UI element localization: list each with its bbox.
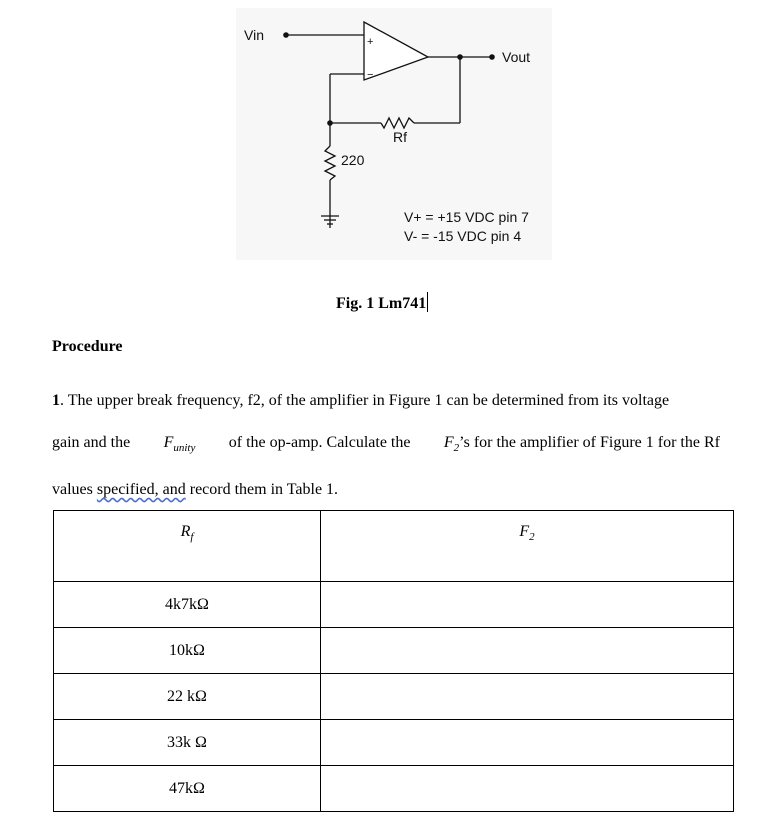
line2-part-a: gain and the: [52, 434, 131, 451]
minus-sign: −: [367, 69, 374, 81]
header-f2: $F_2$: [321, 511, 734, 582]
paragraph-line-2: [52, 422, 720, 469]
rf-cell[interactable]: 33k Ω: [54, 720, 321, 766]
grammar-underline: specified, and: [96, 481, 186, 498]
paragraph-line-3: values specified, and record them in Table 1.: [52, 481, 339, 498]
circuit-figure: [236, 8, 552, 260]
output-node-dot: [457, 54, 463, 60]
op-amp-schematic: [236, 8, 552, 260]
r220-resistor: [325, 146, 335, 180]
rf-cell[interactable]: 22 kΩ: [54, 674, 321, 720]
op-amp-triangle: [364, 22, 428, 80]
step-number: 1: [52, 392, 60, 409]
f2-cell[interactable]: [321, 674, 734, 720]
vplus-label: V+ = +15 VDC pin 7: [404, 209, 529, 225]
table-row: [54, 766, 734, 812]
procedure-heading: Procedure: [52, 338, 123, 355]
vout-terminal-dot: [489, 54, 495, 60]
table-row: [54, 628, 734, 674]
f2-cell[interactable]: [321, 766, 734, 812]
table-header-row: [54, 511, 734, 582]
header-rf: $R_f$: [54, 511, 321, 582]
figure-caption: [336, 292, 428, 313]
rf-cell[interactable]: 47kΩ: [54, 766, 321, 812]
f2-cell[interactable]: [321, 582, 734, 628]
rf-label: Rf: [393, 129, 407, 145]
table-row: [54, 582, 734, 628]
vout-label: Vout: [502, 49, 531, 65]
rf-cell[interactable]: 4k7kΩ: [54, 582, 321, 628]
f-unity-symbol: $F_{unity}$: [163, 434, 196, 454]
vminus-label: V- = -15 VDC pin 4: [404, 228, 522, 244]
line2-part-b: of the op-amp. Calculate the: [228, 434, 411, 451]
rf-resistor: [381, 118, 414, 128]
text-cursor: [427, 292, 428, 312]
line1-text: . The upper break frequency, f2, of the amplifier in Figure 1 can be determined from its voltage: [60, 392, 670, 409]
f2-cell[interactable]: [321, 720, 734, 766]
feedback-node-dot: [327, 120, 333, 126]
r220-label: 220: [341, 152, 365, 168]
figure-caption-text: Fig. 1 Lm741: [336, 295, 427, 312]
rf-cell[interactable]: 10kΩ: [54, 628, 321, 674]
procedure-paragraph: [52, 380, 720, 511]
f2-cell[interactable]: [321, 628, 734, 674]
f2-symbol-and-text: $F_2’s$ for the amplifier of Figure 1 for the Rf: [443, 434, 720, 454]
plus-sign: +: [367, 36, 374, 48]
results-table: [53, 510, 734, 812]
vin-terminal-dot: [283, 32, 289, 38]
paragraph-line-1: [52, 380, 720, 422]
vin-label: Vin: [244, 27, 264, 43]
table-row: [54, 720, 734, 766]
table-row: [54, 674, 734, 720]
